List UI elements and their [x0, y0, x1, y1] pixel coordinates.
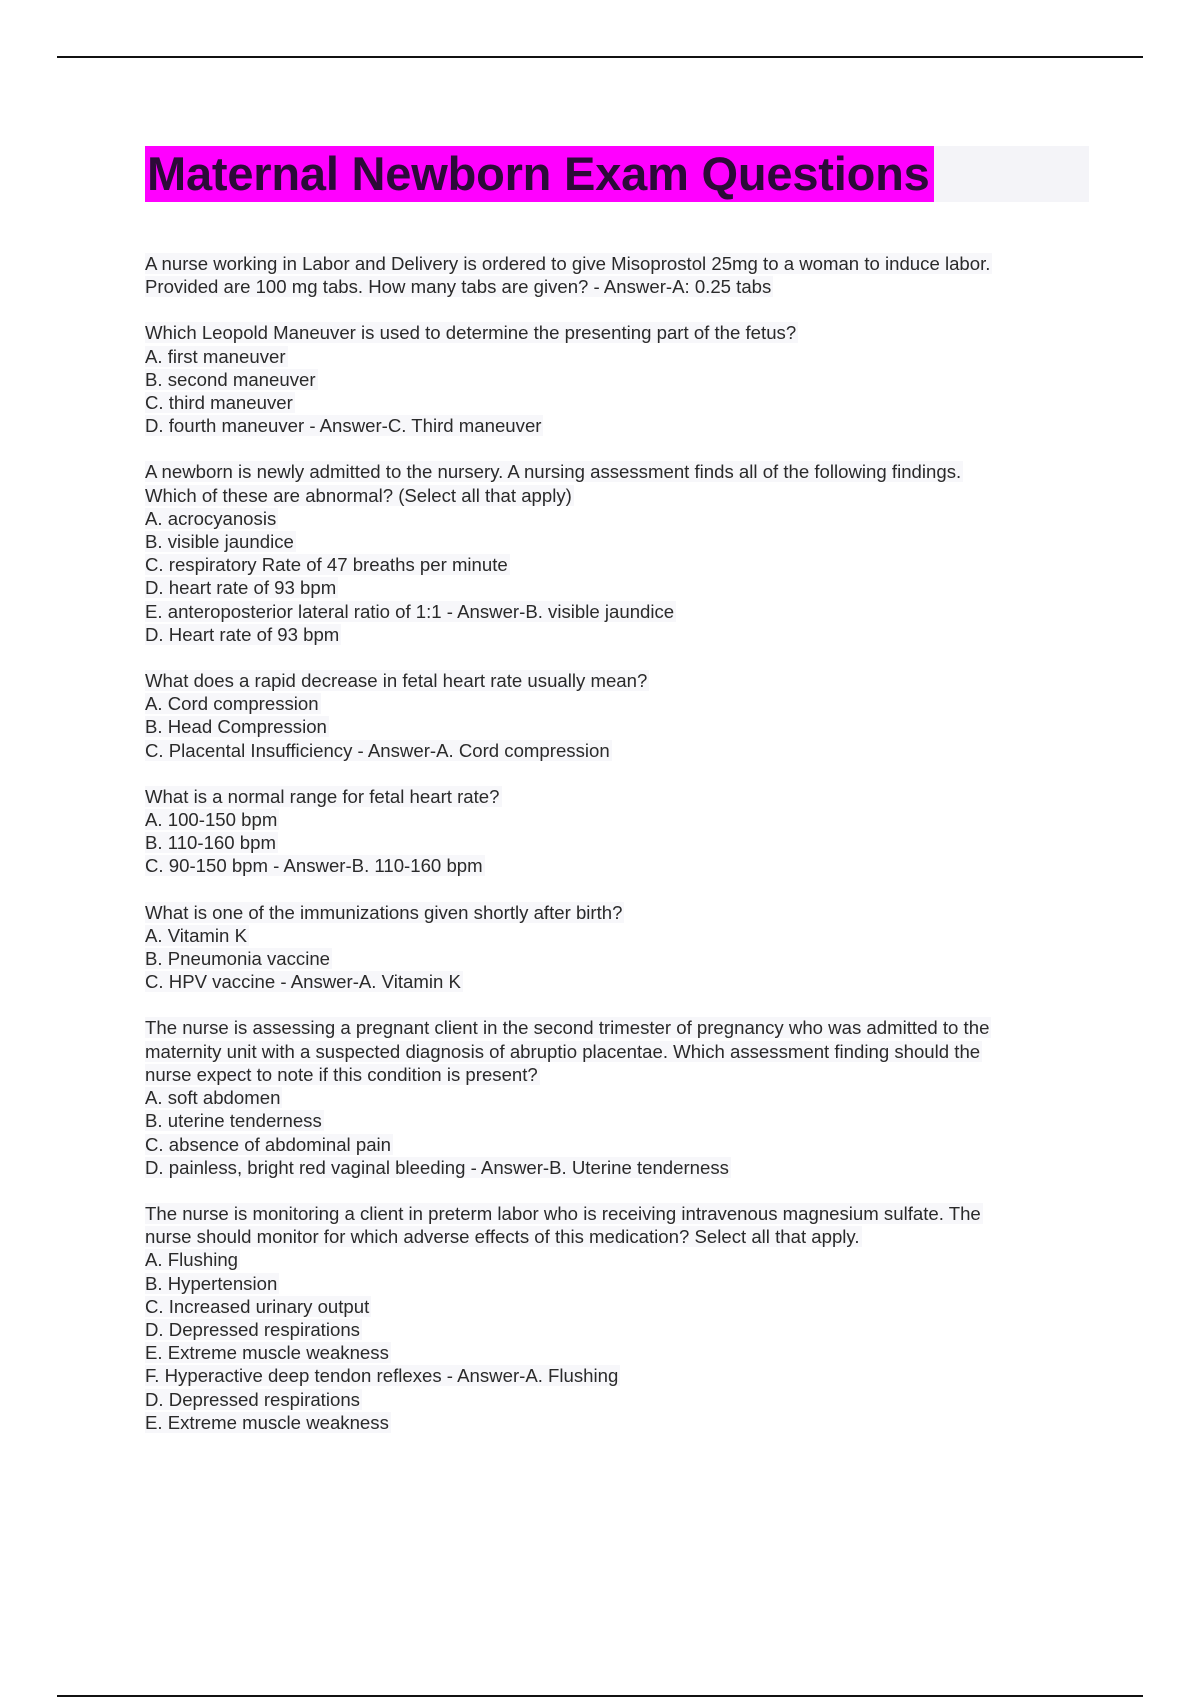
option-line: A. acrocyanosis — [145, 507, 277, 529]
question-line: Which of these are abnormal? (Select all that apply) — [145, 484, 572, 506]
question-line: What is one of the immunizations given shortly after birth? — [145, 901, 623, 923]
option-line: C. third maneuver — [145, 392, 293, 414]
question-block-6 — [145, 901, 1085, 994]
option-line: C. respiratory Rate of 47 breaths per minute — [145, 554, 508, 576]
question-block-2 — [145, 321, 1085, 437]
option-line: B. 110-160 bpm — [145, 832, 276, 854]
top-rule — [57, 56, 1143, 58]
question-line: Which Leopold Maneuver is used to determine the presenting part of the fetus? — [145, 322, 797, 344]
question-block-3 — [145, 460, 1085, 646]
option-line: B. uterine tenderness — [145, 1110, 322, 1132]
question-line: A newborn is newly admitted to the nursery. A nursing assessment finds all of the following findings. — [145, 461, 962, 483]
option-line: C. Increased urinary output — [145, 1295, 370, 1317]
option-line: C. absence of abdominal pain — [145, 1133, 392, 1155]
option-answer-line: C. 90-150 bpm - Answer-B. 110-160 bpm — [145, 855, 483, 877]
question-block-4 — [145, 669, 1085, 762]
option-line: D. heart rate of 93 bpm — [145, 577, 337, 599]
option-line: E. Extreme muscle weakness — [145, 1342, 389, 1364]
bottom-rule — [57, 1695, 1143, 1697]
question-list — [145, 252, 1085, 1457]
question-line: What is a normal range for fetal heart rate? — [145, 785, 500, 807]
option-line: A. soft abdomen — [145, 1087, 281, 1109]
option-line: D. Depressed respirations — [145, 1388, 360, 1410]
question-line: What does a rapid decrease in fetal heart rate usually mean? — [145, 670, 648, 692]
option-answer-line: C. HPV vaccine - Answer-A. Vitamin K — [145, 971, 461, 993]
question-line: Provided are 100 mg tabs. How many tabs are given? - Answer-A: 0.25 tabs — [145, 276, 772, 298]
page-title: Maternal Newborn Exam Questions — [145, 146, 934, 202]
option-line: D. Depressed respirations — [145, 1318, 360, 1340]
option-answer-line: D. fourth maneuver - Answer-C. Third maneuver — [145, 415, 542, 437]
question-line: The nurse is assessing a pregnant client in the second trimester of pregnancy who was admitted to the — [145, 1017, 990, 1039]
question-line: nurse expect to note if this condition is present? — [145, 1063, 538, 1085]
question-block-7 — [145, 1016, 1085, 1178]
option-answer-line: F. Hyperactive deep tendon reflexes - Answer-A. Flushing — [145, 1365, 619, 1387]
option-answer-line: D. painless, bright red vaginal bleeding - Answer-B. Uterine tenderness — [145, 1156, 729, 1178]
question-line: A nurse working in Labor and Delivery is ordered to give Misoprostol 25mg to a woman to induce labor. — [145, 253, 991, 274]
option-line: B. Pneumonia vaccine — [145, 948, 331, 970]
question-line: nurse should monitor for which adverse effects of this medication? Select all that apply. — [145, 1226, 860, 1248]
question-line: The nurse is monitoring a client in preterm labor who is receiving intravenous magnesium sulfate. The — [145, 1202, 981, 1224]
option-line: D. Heart rate of 93 bpm — [145, 623, 340, 645]
question-block-8 — [145, 1202, 1085, 1434]
question-block-5 — [145, 785, 1085, 878]
option-line: B. visible jaundice — [145, 531, 294, 553]
question-block-1 — [145, 252, 1085, 298]
option-line: A. Flushing — [145, 1249, 239, 1271]
option-answer-line: C. Placental Insufficiency - Answer-A. Cord compression — [145, 739, 610, 761]
option-line: A. first maneuver — [145, 345, 286, 367]
option-line: A. Vitamin K — [145, 924, 247, 946]
option-line: B. Hypertension — [145, 1272, 278, 1294]
option-line: B. Head Compression — [145, 716, 327, 738]
question-line: maternity unit with a suspected diagnosis of abruptio placentae. Which assessment finding should the — [145, 1040, 981, 1062]
option-line: B. second maneuver — [145, 368, 316, 390]
option-answer-line: E. anteroposterior lateral ratio of 1:1 - Answer-B. visible jaundice — [145, 600, 675, 622]
option-line: A. Cord compression — [145, 693, 319, 715]
option-line: A. 100-150 bpm — [145, 809, 278, 831]
option-line: E. Extreme muscle weakness — [145, 1411, 389, 1433]
